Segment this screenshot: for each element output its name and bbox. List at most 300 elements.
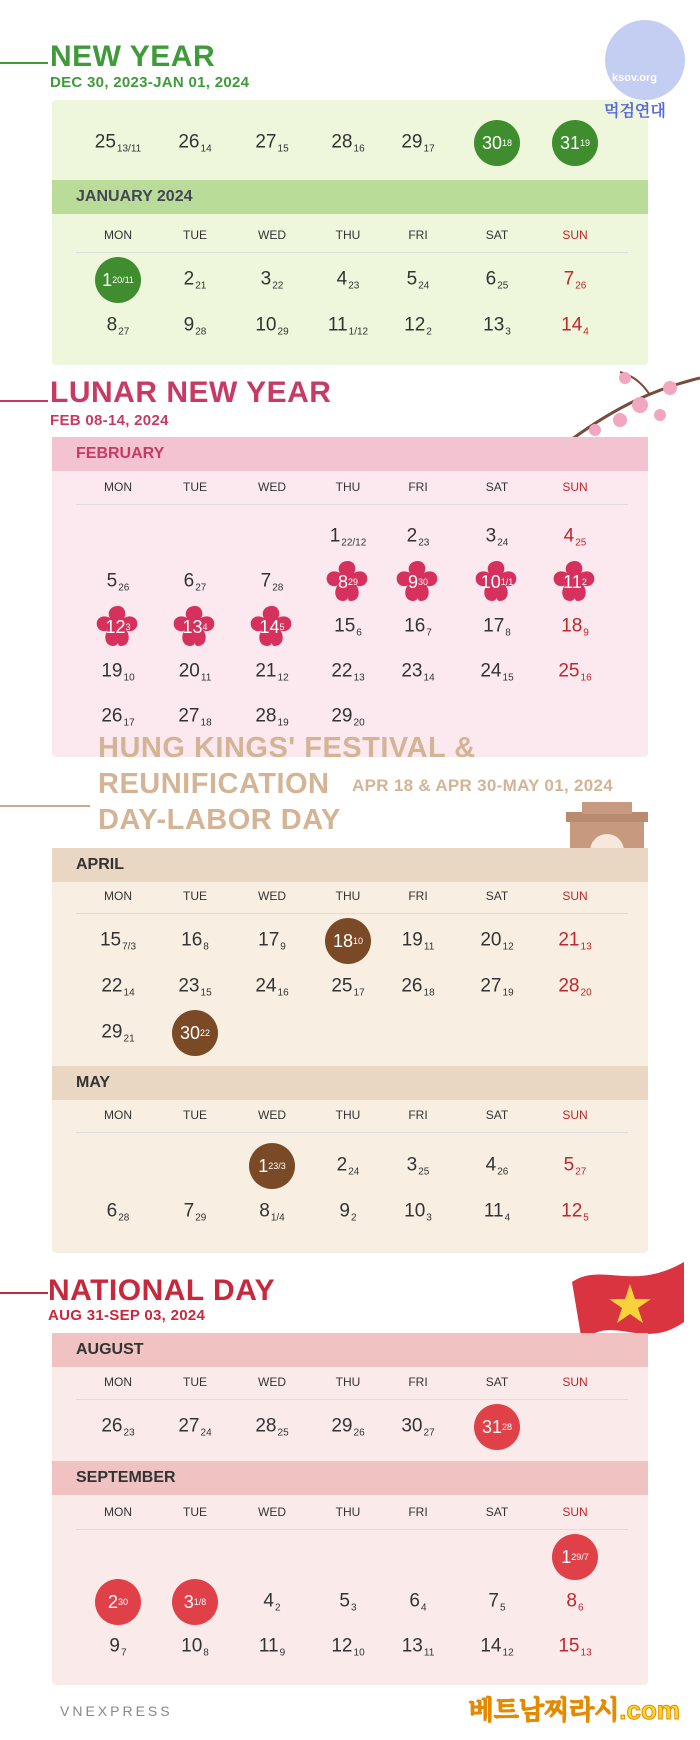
divider [76,913,628,914]
gregorian-day: 14 [561,314,583,336]
calendar-day [184,1201,207,1224]
lunar-day: 28 [502,1422,513,1432]
gregorian-day: 7 [183,1200,195,1222]
month-label: FEBRUARY [76,445,165,462]
gregorian-day: 22 [331,660,353,682]
gregorian-day: 8 [106,314,118,336]
weekday-sat: SAT [485,1108,509,1122]
holiday-circle [325,918,371,964]
gregorian-day: 12 [561,1200,583,1222]
lunar-day: 19 [580,138,591,148]
lunar-day: 11 [423,1647,435,1659]
holiday-circle [95,1579,141,1625]
weekday-mon: MON [104,889,132,903]
lunar-day: 3 [351,1602,357,1614]
calendar-day [488,1591,505,1614]
lunar-day: 10 [353,936,364,946]
lunar-day: 8 [203,941,209,953]
weekday-tue: TUE [183,228,207,242]
lunar-day: 27 [423,1427,435,1439]
calendar-day [404,1201,432,1224]
gregorian-day: 5 [339,1590,351,1612]
calendar-day [255,661,288,684]
lunar-day: 1/1 [500,577,514,587]
lunar-day: 26 [118,582,130,594]
calendar-day [178,1416,211,1439]
weekday-wed: WED [258,889,286,903]
gregorian-day: 4 [263,1590,275,1612]
holiday-circle [172,1010,218,1056]
calendar-day [558,661,591,684]
lunar-day: 25 [497,280,509,292]
lunar-day: 17 [123,717,135,729]
calendar-day [331,1416,364,1439]
month-label: SEPTEMBER [76,1469,176,1486]
lunar-day: 9 [583,627,589,639]
divider [76,1399,628,1400]
calendar-day [331,1636,364,1659]
lunar-day: 27 [118,326,130,338]
lunar-day: 13 [580,1647,592,1659]
holiday-flower [168,600,222,654]
calendar-day [401,132,434,155]
calendar-day [564,269,587,292]
lunar-day: 13 [353,672,365,684]
gregorian-day: 6 [183,570,195,592]
gregorian-day: 10 [404,1200,426,1222]
section-date-national: AUG 31-SEP 03, 2024 [48,1307,206,1324]
gregorian-day: 19 [101,660,123,682]
calendar-day [178,976,211,999]
holiday-flower [245,600,299,654]
calendar-day [564,526,587,549]
weekday-wed: WED [258,1505,286,1519]
lunar-day: 11 [423,941,435,953]
calendar-day [483,315,511,338]
lunar-day: 15 [277,143,289,155]
lunar-day: 1/4 [270,1212,285,1224]
calendar-day [101,1416,134,1439]
calendar-day [178,706,211,729]
lunar-day: 9 [280,941,286,953]
gregorian-day: 27 [255,131,277,153]
calendar-day [561,315,589,338]
lunar-day: 18 [200,717,212,729]
calendar-day [404,315,432,338]
gregorian-day: 10 [181,1635,203,1657]
calendar-day [330,526,367,549]
calendar-day [566,1591,583,1614]
month-bar-april [52,848,648,882]
gregorian-day: 28 [331,131,353,153]
lunar-day: 10 [353,1647,365,1659]
weekday-sun: SUN [562,228,588,242]
weekday-sun: SUN [562,480,588,494]
gregorian-day: 25 [558,660,580,682]
weekday-wed: WED [258,480,286,494]
calendar-day [407,1155,430,1178]
lunar-day: 24 [497,537,509,549]
calendar-day [402,930,435,953]
lunar-day: 20/11 [112,275,134,285]
lunar-day: 29 [195,1212,207,1224]
gregorian-day: 31 [481,1416,502,1437]
lunar-day: 20 [580,987,592,999]
section-date-hung: APR 18 & APR 30-MAY 01, 2024 [352,776,614,795]
calendar-day [181,1636,209,1659]
calendar-day [181,930,209,953]
calendar-day [561,1201,589,1224]
weekday-sat: SAT [485,1505,509,1519]
gregorian-day: 8 [566,1590,578,1612]
calendar-day [101,976,134,999]
lunar-day: 11 [200,672,212,684]
lunar-day: 18 [423,987,435,999]
gregorian-day: 12 [331,1635,353,1657]
calendar-day [328,315,368,338]
weekday-sat: SAT [485,480,509,494]
gregorian-day: 10 [255,314,277,336]
lunar-day: 3 [125,622,131,632]
lunar-day: 8 [505,627,511,639]
gregorian-day: 13 [182,616,203,637]
calendar-day [258,930,286,953]
lunar-day: 5 [279,622,285,632]
calendar-day [179,661,212,684]
weekday-thu: THU [335,1375,361,1389]
lunar-day: 16 [277,987,289,999]
gregorian-day: 23 [178,975,200,997]
calendar-day [480,930,513,953]
lunar-day: 17 [353,987,365,999]
weekday-sun: SUN [562,1505,588,1519]
gregorian-day: 2 [183,268,195,290]
month-label: MAY [76,1074,111,1091]
calendar-day [255,132,288,155]
section-line [0,62,48,64]
lunar-day: 28 [195,326,207,338]
gregorian-day: 6 [409,1590,421,1612]
section-title-hung-1: HUNG KINGS' FESTIVAL & [98,732,476,764]
lunar-day: 22/12 [341,537,367,549]
gregorian-day: 3 [260,268,272,290]
holiday-label [548,555,602,609]
gregorian-day: 15 [334,615,356,637]
weekday-thu: THU [335,889,361,903]
calendar-day [255,976,288,999]
lunar-day: 30 [418,577,429,587]
weekday-sat: SAT [485,889,509,903]
gregorian-day: 15 [558,1635,580,1657]
lunar-day: 7 [121,1647,127,1659]
gregorian-day: 2 [406,525,418,547]
calendar-day [558,930,591,953]
gregorian-day: 2 [336,1154,348,1176]
calendar-day [255,706,288,729]
calendar-day [337,269,360,292]
calendar-day [331,706,364,729]
calendar-day [480,661,513,684]
lunar-day: 12 [502,941,514,953]
badge-circle [605,20,685,100]
gregorian-day: 9 [407,571,418,592]
weekday-wed: WED [258,1108,286,1122]
lunar-day: 26 [353,1427,365,1439]
lunar-day: 25 [575,537,587,549]
lunar-day: 21 [195,280,207,292]
section-line [0,1292,48,1294]
weekday-sun: SUN [562,1375,588,1389]
gregorian-day: 8 [337,571,348,592]
calendar-day [409,1591,426,1614]
calendar-day [95,132,141,155]
lunar-day: 28 [272,582,284,594]
lunar-day: 26 [575,280,587,292]
section-title-national: NATIONAL DAY [48,1274,276,1307]
gregorian-day: 30 [481,132,502,153]
weekday-mon: MON [104,1375,132,1389]
gregorian-day: 17 [483,615,505,637]
lunar-day: 1/8 [193,1597,207,1607]
holiday-flower [548,555,602,609]
gregorian-day: 21 [558,929,580,951]
gregorian-day: 20 [178,660,200,682]
lunar-day: 2 [426,326,432,338]
gregorian-day: 4 [485,1154,497,1176]
calendar-day [404,616,432,639]
gregorian-day: 19 [401,929,423,951]
section-date-new-year: DEC 30, 2023-JAN 01, 2024 [50,74,250,91]
holiday-circle [552,1534,598,1580]
holiday-flower [321,555,375,609]
calendar-day [334,616,362,639]
weekday-thu: THU [335,480,361,494]
lunar-day: 14 [423,672,435,684]
lunar-day: 4 [583,326,589,338]
gregorian-day: 1 [329,525,341,547]
gregorian-day: 26 [101,1415,123,1437]
gregorian-day: 12 [404,314,426,336]
calendar-day [100,930,136,953]
calendar-day [558,1636,591,1659]
weekday-fri: FRI [408,228,428,242]
gregorian-day: 18 [561,615,583,637]
weekday-fri: FRI [408,1108,428,1122]
lunar-day: 18 [502,138,513,148]
weekday-sun: SUN [562,1108,588,1122]
lunar-day: 3 [426,1212,432,1224]
lunar-day: 7 [426,627,432,639]
divider [76,252,628,253]
calendar-day [407,269,430,292]
weekday-fri: FRI [408,480,428,494]
site-watermark: 베트남찌라시.com [468,1695,680,1725]
calendar-day [486,526,509,549]
lunar-day: 4 [504,1212,511,1224]
lunar-day: 25 [418,1166,430,1178]
lunar-day: 26 [497,1166,509,1178]
weekday-tue: TUE [183,1108,207,1122]
lunar-day: 22 [200,1028,211,1038]
calendar-day [107,571,130,594]
gregorian-day: 26 [101,705,123,727]
lunar-day: 30 [118,1597,129,1607]
holiday-circle [474,1404,520,1450]
holiday-circle [95,257,141,303]
weekday-fri: FRI [408,1505,428,1519]
gregorian-day: 6 [485,268,497,290]
weekday-tue: TUE [183,480,207,494]
weekday-mon: MON [104,228,132,242]
gregorian-day: 11 [563,571,582,592]
lunar-day: 3 [505,326,511,338]
month-bar-september [52,1461,648,1495]
lunar-day: 29 [348,577,359,587]
gregorian-day: 28 [255,705,277,727]
lunar-day: 24 [348,1166,360,1178]
gregorian-day: 26 [401,975,423,997]
lunar-day: 1/12 [348,326,369,338]
calendar-day [480,1636,513,1659]
lunar-day: 23 [418,537,430,549]
april-may-panel [52,848,648,1253]
calendar-day [261,571,284,594]
weekday-mon: MON [104,480,132,494]
lunar-day: 16 [353,143,365,155]
lunar-day: 2 [351,1212,357,1224]
gregorian-day: 4 [563,525,575,547]
gregorian-day: 25 [94,131,116,153]
lunar-day: 20 [353,717,365,729]
gregorian-day: 12 [105,616,126,637]
lunar-day: 6 [356,627,362,639]
weekday-thu: THU [335,1505,361,1519]
lunar-day: 23/3 [268,1161,286,1171]
lunar-day: 12 [277,672,289,684]
calendar-day [337,1155,360,1178]
badge-caption: 먹검연대 [604,103,666,120]
gregorian-day: 7 [260,570,272,592]
gregorian-day: 31 [559,132,580,153]
gregorian-day: 15 [99,929,122,951]
calendar-day [184,571,207,594]
lunar-day: 8 [203,1647,209,1659]
gregorian-day: 17 [258,929,280,951]
calendar-day [109,1636,126,1659]
lunar-day: 14 [200,143,212,155]
gregorian-day: 7 [488,1590,500,1612]
gregorian-day: 21 [255,660,277,682]
calendar-day [263,1591,280,1614]
gregorian-day: 5 [106,570,118,592]
calendar-day [331,132,364,155]
lunar-day: 28 [118,1212,130,1224]
lunar-day: 13/11 [116,143,142,155]
section-line [0,400,48,402]
calendar-day [184,315,207,338]
gregorian-day: 29 [101,1021,123,1043]
calendar-day [331,976,364,999]
lunar-day: 16 [580,672,592,684]
lunar-day: 22 [272,280,284,292]
calendar-day [558,976,591,999]
holiday-label [470,555,524,609]
lunar-day: 25 [277,1427,289,1439]
calendar-day [101,661,134,684]
gregorian-day: 20 [480,929,502,951]
section-title-new-year: NEW YEAR [50,40,216,73]
gregorian-day: 14 [480,1635,502,1657]
weekday-sat: SAT [485,228,509,242]
calendar-day [339,1591,356,1614]
lunar-day: 12 [502,1647,514,1659]
section-title-hung-2: REUNIFICATION [98,768,330,800]
lunar-day: 6 [578,1602,584,1614]
lunar-day: 23 [348,280,360,292]
calendar-day [178,132,211,155]
month-bar-may [52,1066,648,1100]
gregorian-day: 3 [406,1154,418,1176]
calendar-day [259,1636,285,1659]
calendar-day [483,616,511,639]
lunar-day: 15 [200,987,212,999]
gregorian-day: 29 [331,705,353,727]
month-label: AUGUST [76,1341,144,1358]
gregorian-day: 27 [480,975,502,997]
calendar-day [331,661,364,684]
divider [76,504,628,505]
calendar-day [480,976,513,999]
holiday-flower [470,555,524,609]
weekday-mon: MON [104,1108,132,1122]
gregorian-day: 9 [109,1635,121,1657]
gregorian-day: 26 [178,131,200,153]
calendar-day [107,315,130,338]
gregorian-day: 22 [101,975,123,997]
lunar-day: 24 [200,1427,212,1439]
gregorian-day: 3 [485,525,497,547]
gregorian-day: 29 [401,131,423,153]
calendar-day [484,1201,510,1224]
gregorian-day: 13 [483,314,505,336]
gregorian-day: 27 [178,705,200,727]
weekday-tue: TUE [183,1505,207,1519]
gregorian-day: 24 [255,975,277,997]
calendar-day [255,315,288,338]
lunar-day: 17 [423,143,435,155]
lunar-day: 29 [277,326,289,338]
calendar-day [339,1201,356,1224]
lunar-day: 2 [275,1602,281,1614]
calendar-day [107,1201,130,1224]
month-bar-january [52,180,648,214]
gregorian-day: 11 [258,1635,279,1657]
badge-text: ksov.org [612,72,658,84]
gregorian-day: 2 [107,1591,118,1612]
lunar-day: 19 [502,987,514,999]
holiday-circle [474,120,520,166]
lunar-day: 4 [202,622,208,632]
month-bar-august [52,1333,648,1367]
lunar-day: 14 [123,987,135,999]
divider [76,1132,628,1133]
gregorian-day: 1 [258,1155,269,1176]
calendar-day [259,1201,284,1224]
weekday-mon: MON [104,1505,132,1519]
gregorian-day: 28 [255,1415,277,1437]
lunar-day: 5 [500,1602,506,1614]
gregorian-day: 30 [401,1415,423,1437]
